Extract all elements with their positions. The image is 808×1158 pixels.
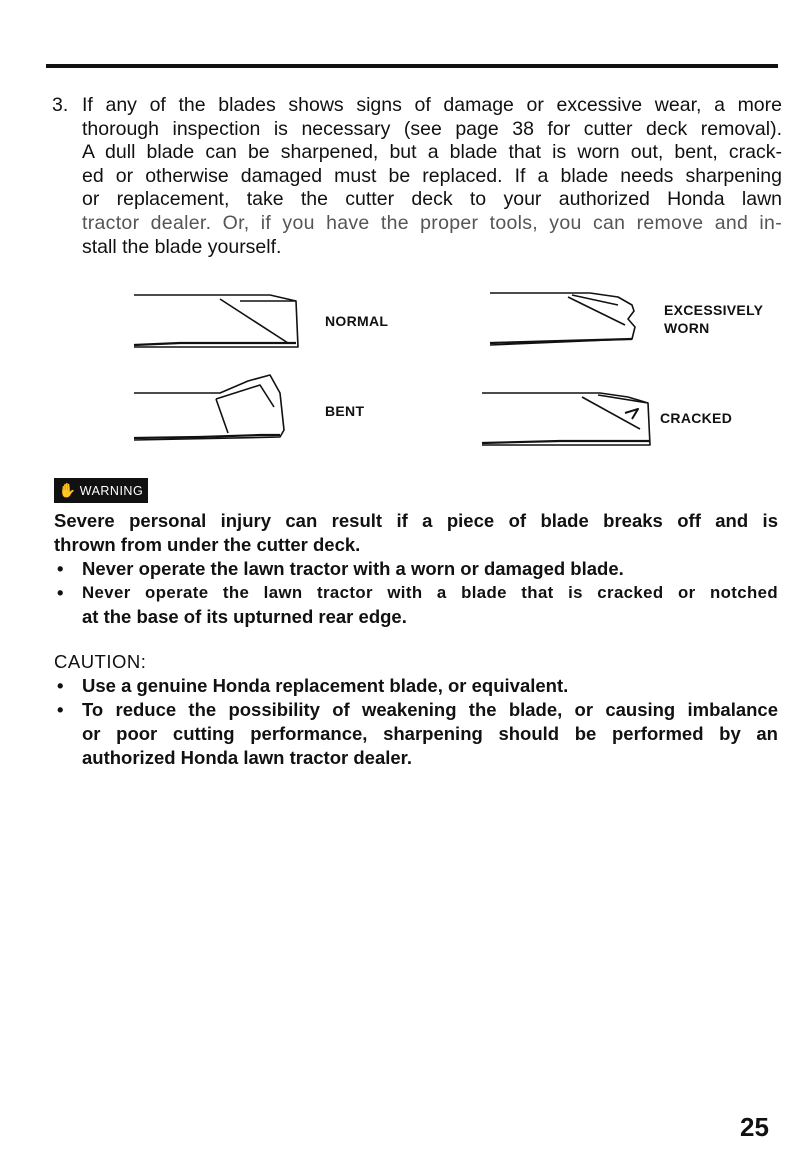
caution-bullet-text: To reduce the possibility of weakening the blade, or causing imbalance — [82, 699, 778, 720]
warning-bullet-text: at the base of its upturned rear edge. — [82, 606, 407, 627]
step-line: A dull blade can be sharpened, but a blade that is worn out, bent, crack- — [82, 141, 782, 164]
bullet-dot: • — [57, 582, 64, 603]
warning-bullet — [54, 557, 778, 581]
step-number: 3. — [52, 94, 69, 116]
label-cracked: CRACKED — [660, 410, 733, 426]
worn-blade-drawing — [490, 293, 635, 345]
step-line: thorough inspection is necessary (see page 38 for cutter deck removal). — [82, 117, 782, 140]
warning-intro-line: thrown from under the cutter deck. — [54, 534, 361, 555]
warning-text — [54, 509, 778, 629]
hand-warning-icon: ✋ — [58, 482, 77, 498]
bullet-dot: • — [57, 675, 64, 696]
label-worn: WORN — [664, 320, 710, 336]
caution-bullet — [54, 698, 778, 770]
warning-badge — [54, 478, 148, 503]
caution-bullet-text: Use a genuine Honda replacement blade, or equivalent. — [82, 675, 569, 696]
step-line: stall the blade yourself. — [82, 235, 282, 258]
label-excessively: EXCESSIVELY — [664, 302, 764, 318]
warning-bullet — [54, 581, 778, 629]
caution-bullet-text: or poor cutting performance, sharpening should be performed by an — [82, 723, 778, 744]
page-number: 25 — [740, 1112, 769, 1142]
bent-blade-drawing — [134, 375, 284, 440]
step-line: tractor dealer. Or, if you have the proper tools, you can remove and in- — [82, 211, 782, 234]
top-rule — [46, 64, 778, 68]
warning-intro-line: Severe personal injury can result if a piece of blade breaks off and is — [54, 510, 778, 531]
warning-bullet-text: Never operate the lawn tractor with a worn or damaged blade. — [82, 558, 624, 579]
cracked-blade-drawing — [482, 393, 650, 445]
label-normal: NORMAL — [325, 313, 389, 329]
step-line: or replacement, take the cutter deck to your authorized Honda lawn — [82, 188, 782, 211]
label-bent: BENT — [325, 403, 365, 419]
step-line: ed or otherwise damaged must be replaced. If a blade needs sharpening — [82, 164, 782, 187]
step-line: If any of the blades shows signs of damage or excessive wear, a more — [82, 94, 782, 116]
caution-section — [54, 650, 778, 770]
warning-badge-label: WARNING — [79, 483, 144, 498]
caution-bullet — [54, 674, 778, 698]
normal-blade-drawing — [134, 295, 298, 347]
caution-title: CAUTION: — [54, 651, 147, 672]
warning-bullet-text: Never operate the lawn tractor with a blade that is cracked or notched — [82, 583, 778, 602]
bullet-dot: • — [57, 558, 64, 579]
blade-condition-figure — [120, 285, 780, 455]
bullet-dot: • — [57, 699, 64, 720]
step-text — [82, 94, 782, 259]
caution-bullet-text: authorized Honda lawn tractor dealer. — [82, 747, 412, 768]
